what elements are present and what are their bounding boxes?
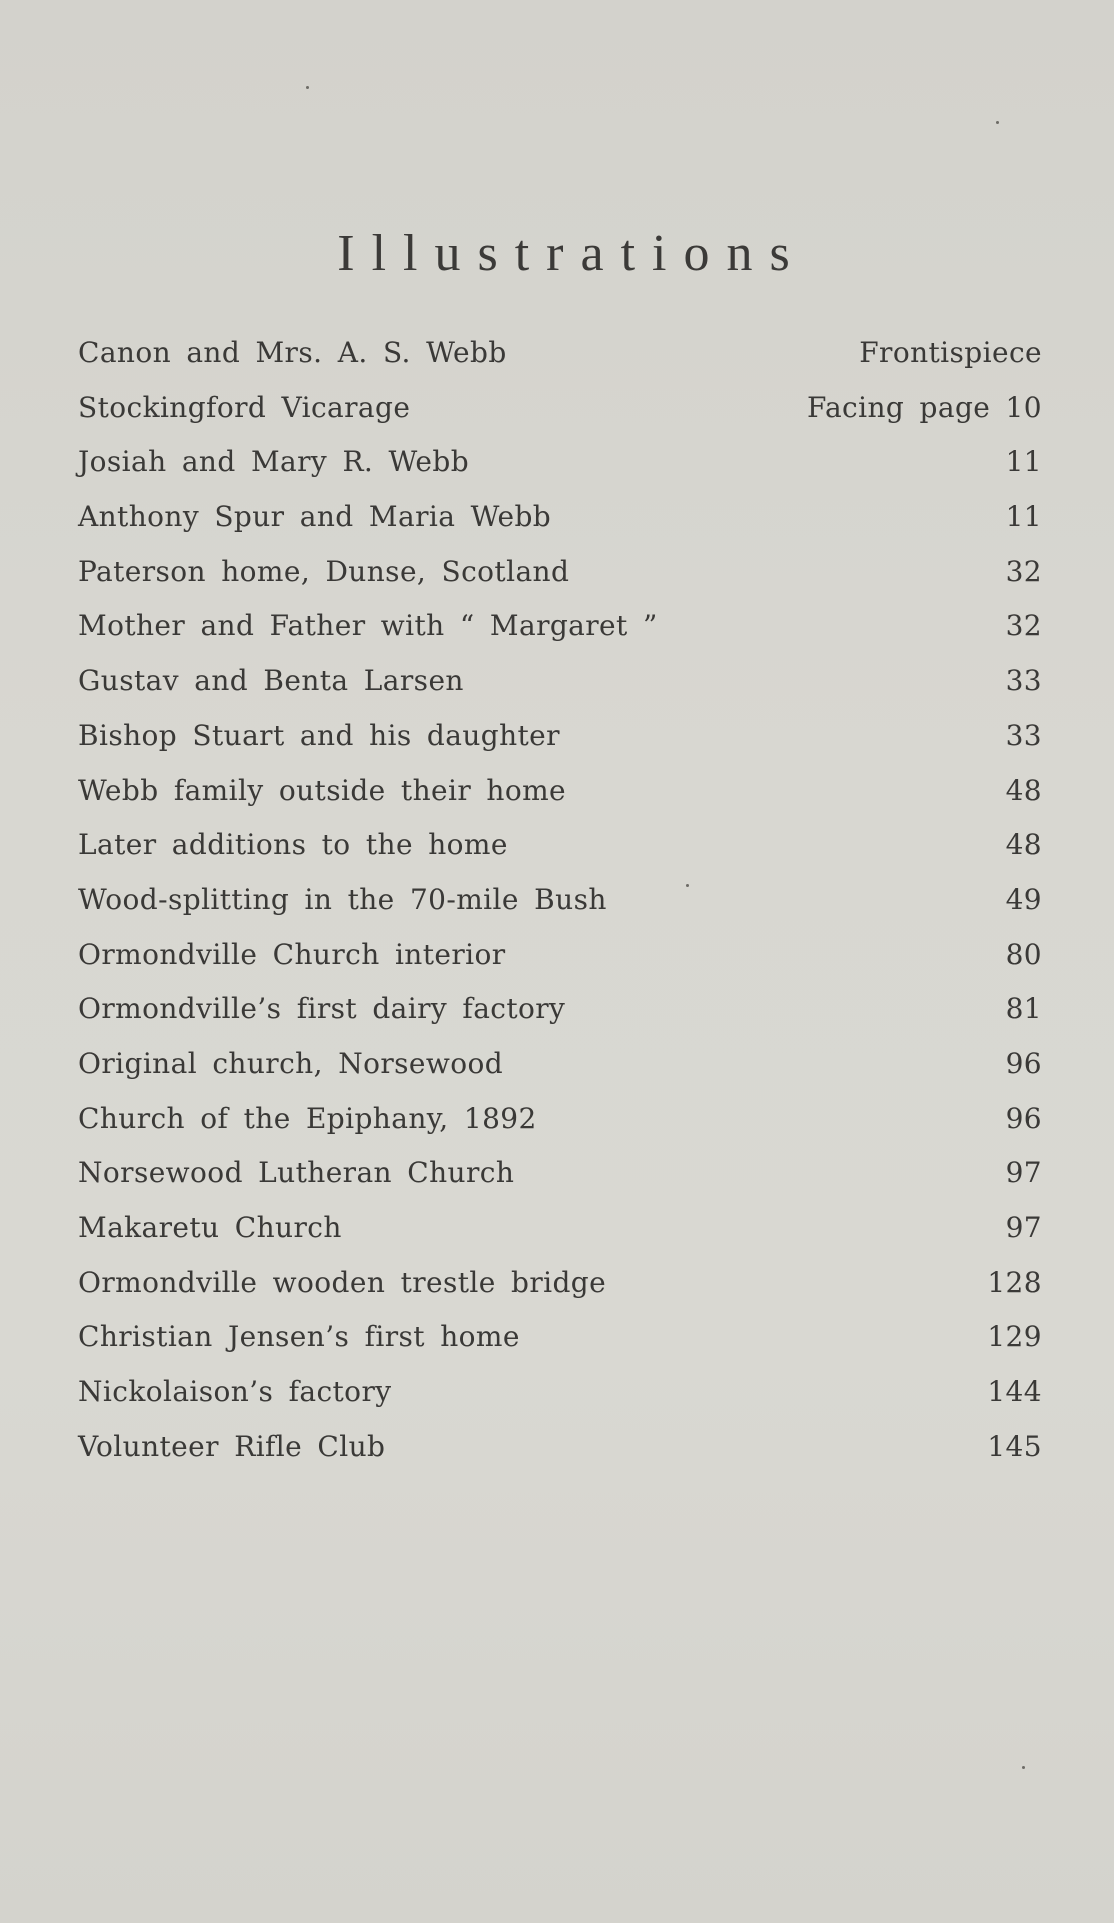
page-reference: Frontispiece <box>859 336 1042 369</box>
illustration-caption: Later additions to the home <box>78 828 508 862</box>
list-item <box>78 764 1042 819</box>
page-reference: 96 <box>1005 1046 1042 1080</box>
list-item <box>78 1365 1042 1420</box>
list-item <box>78 1310 1042 1365</box>
page-reference: 11 <box>1005 445 1042 479</box>
page-reference: 96 <box>1005 1101 1042 1135</box>
illustration-caption: Josiah and Mary R. Webb <box>78 445 470 479</box>
list-item <box>78 1092 1042 1147</box>
paper-speck <box>306 86 309 89</box>
illustration-caption: Anthony Spur and Maria Webb <box>78 500 552 534</box>
page-reference: 48 <box>1005 773 1042 807</box>
list-item <box>78 873 1042 928</box>
page-reference: 49 <box>1005 882 1042 916</box>
illustration-caption: Christian Jensen’s first home <box>78 1320 520 1354</box>
paper-speck <box>1022 1766 1025 1769</box>
illustration-caption: Makaretu Church <box>78 1211 342 1244</box>
page-reference: 128 <box>987 1265 1042 1299</box>
list-item <box>78 928 1042 983</box>
page-reference: 145 <box>987 1429 1042 1463</box>
list-item <box>78 381 1042 436</box>
illustration-caption: Original church, Norsewood <box>78 1046 504 1080</box>
illustration-caption: Bishop Stuart and his daughter <box>78 718 560 752</box>
page-reference: 80 <box>1005 937 1042 971</box>
list-item <box>78 654 1042 709</box>
illustration-caption: Nickolaison’s factory <box>78 1375 392 1409</box>
list-item <box>78 1037 1042 1092</box>
list-item <box>78 1256 1042 1311</box>
illustrations-list <box>78 326 1042 1474</box>
list-item <box>78 599 1042 654</box>
paper-speck <box>996 121 999 124</box>
list-item <box>78 1146 1042 1201</box>
illustration-caption: Volunteer Rifle Club <box>78 1429 386 1463</box>
page-reference: 32 <box>1005 609 1042 643</box>
list-item <box>78 326 1042 381</box>
page-reference: 32 <box>1005 554 1042 588</box>
illustration-caption: Norsewood Lutheran Church <box>78 1156 515 1190</box>
page-reference: 33 <box>1005 718 1042 752</box>
illustration-caption: Ormondville’s first dairy factory <box>78 992 566 1026</box>
list-item <box>78 490 1042 545</box>
illustration-caption: Stockingford Vicarage <box>78 390 411 424</box>
page-reference: 11 <box>1005 500 1042 534</box>
illustration-caption: Gustav and Benta Larsen <box>78 664 464 698</box>
illustration-caption: Ormondville Church interior <box>78 937 506 971</box>
list-item <box>78 545 1042 600</box>
list-item <box>78 1201 1042 1256</box>
list-item <box>78 709 1042 764</box>
illustration-caption: Ormondville wooden trestle bridge <box>78 1265 607 1299</box>
list-item <box>78 1420 1042 1475</box>
list-item <box>78 435 1042 490</box>
illustration-caption: Webb family outside their home <box>78 773 567 807</box>
illustration-caption: Mother and Father with “ Margaret ” <box>78 609 658 643</box>
list-item <box>78 818 1042 873</box>
list-item <box>78 982 1042 1037</box>
page-reference: 33 <box>1005 664 1042 698</box>
page-reference: Facing page 10 <box>807 390 1042 424</box>
page-reference: 97 <box>1005 1156 1042 1190</box>
illustration-caption: Church of the Epiphany, 1892 <box>78 1101 537 1135</box>
page-reference: 81 <box>1005 992 1042 1026</box>
page-title: Illustrations <box>337 225 807 282</box>
illustration-caption: Canon and Mrs. A. S. Webb <box>78 336 507 369</box>
page-reference: 129 <box>987 1320 1042 1354</box>
page-reference: 97 <box>1005 1211 1042 1244</box>
page-reference: 48 <box>1005 828 1042 862</box>
illustration-caption: Wood-splitting in the 70-mile Bush <box>78 882 607 916</box>
illustration-caption: Paterson home, Dunse, Scotland <box>78 554 570 588</box>
page-reference: 144 <box>987 1375 1042 1409</box>
